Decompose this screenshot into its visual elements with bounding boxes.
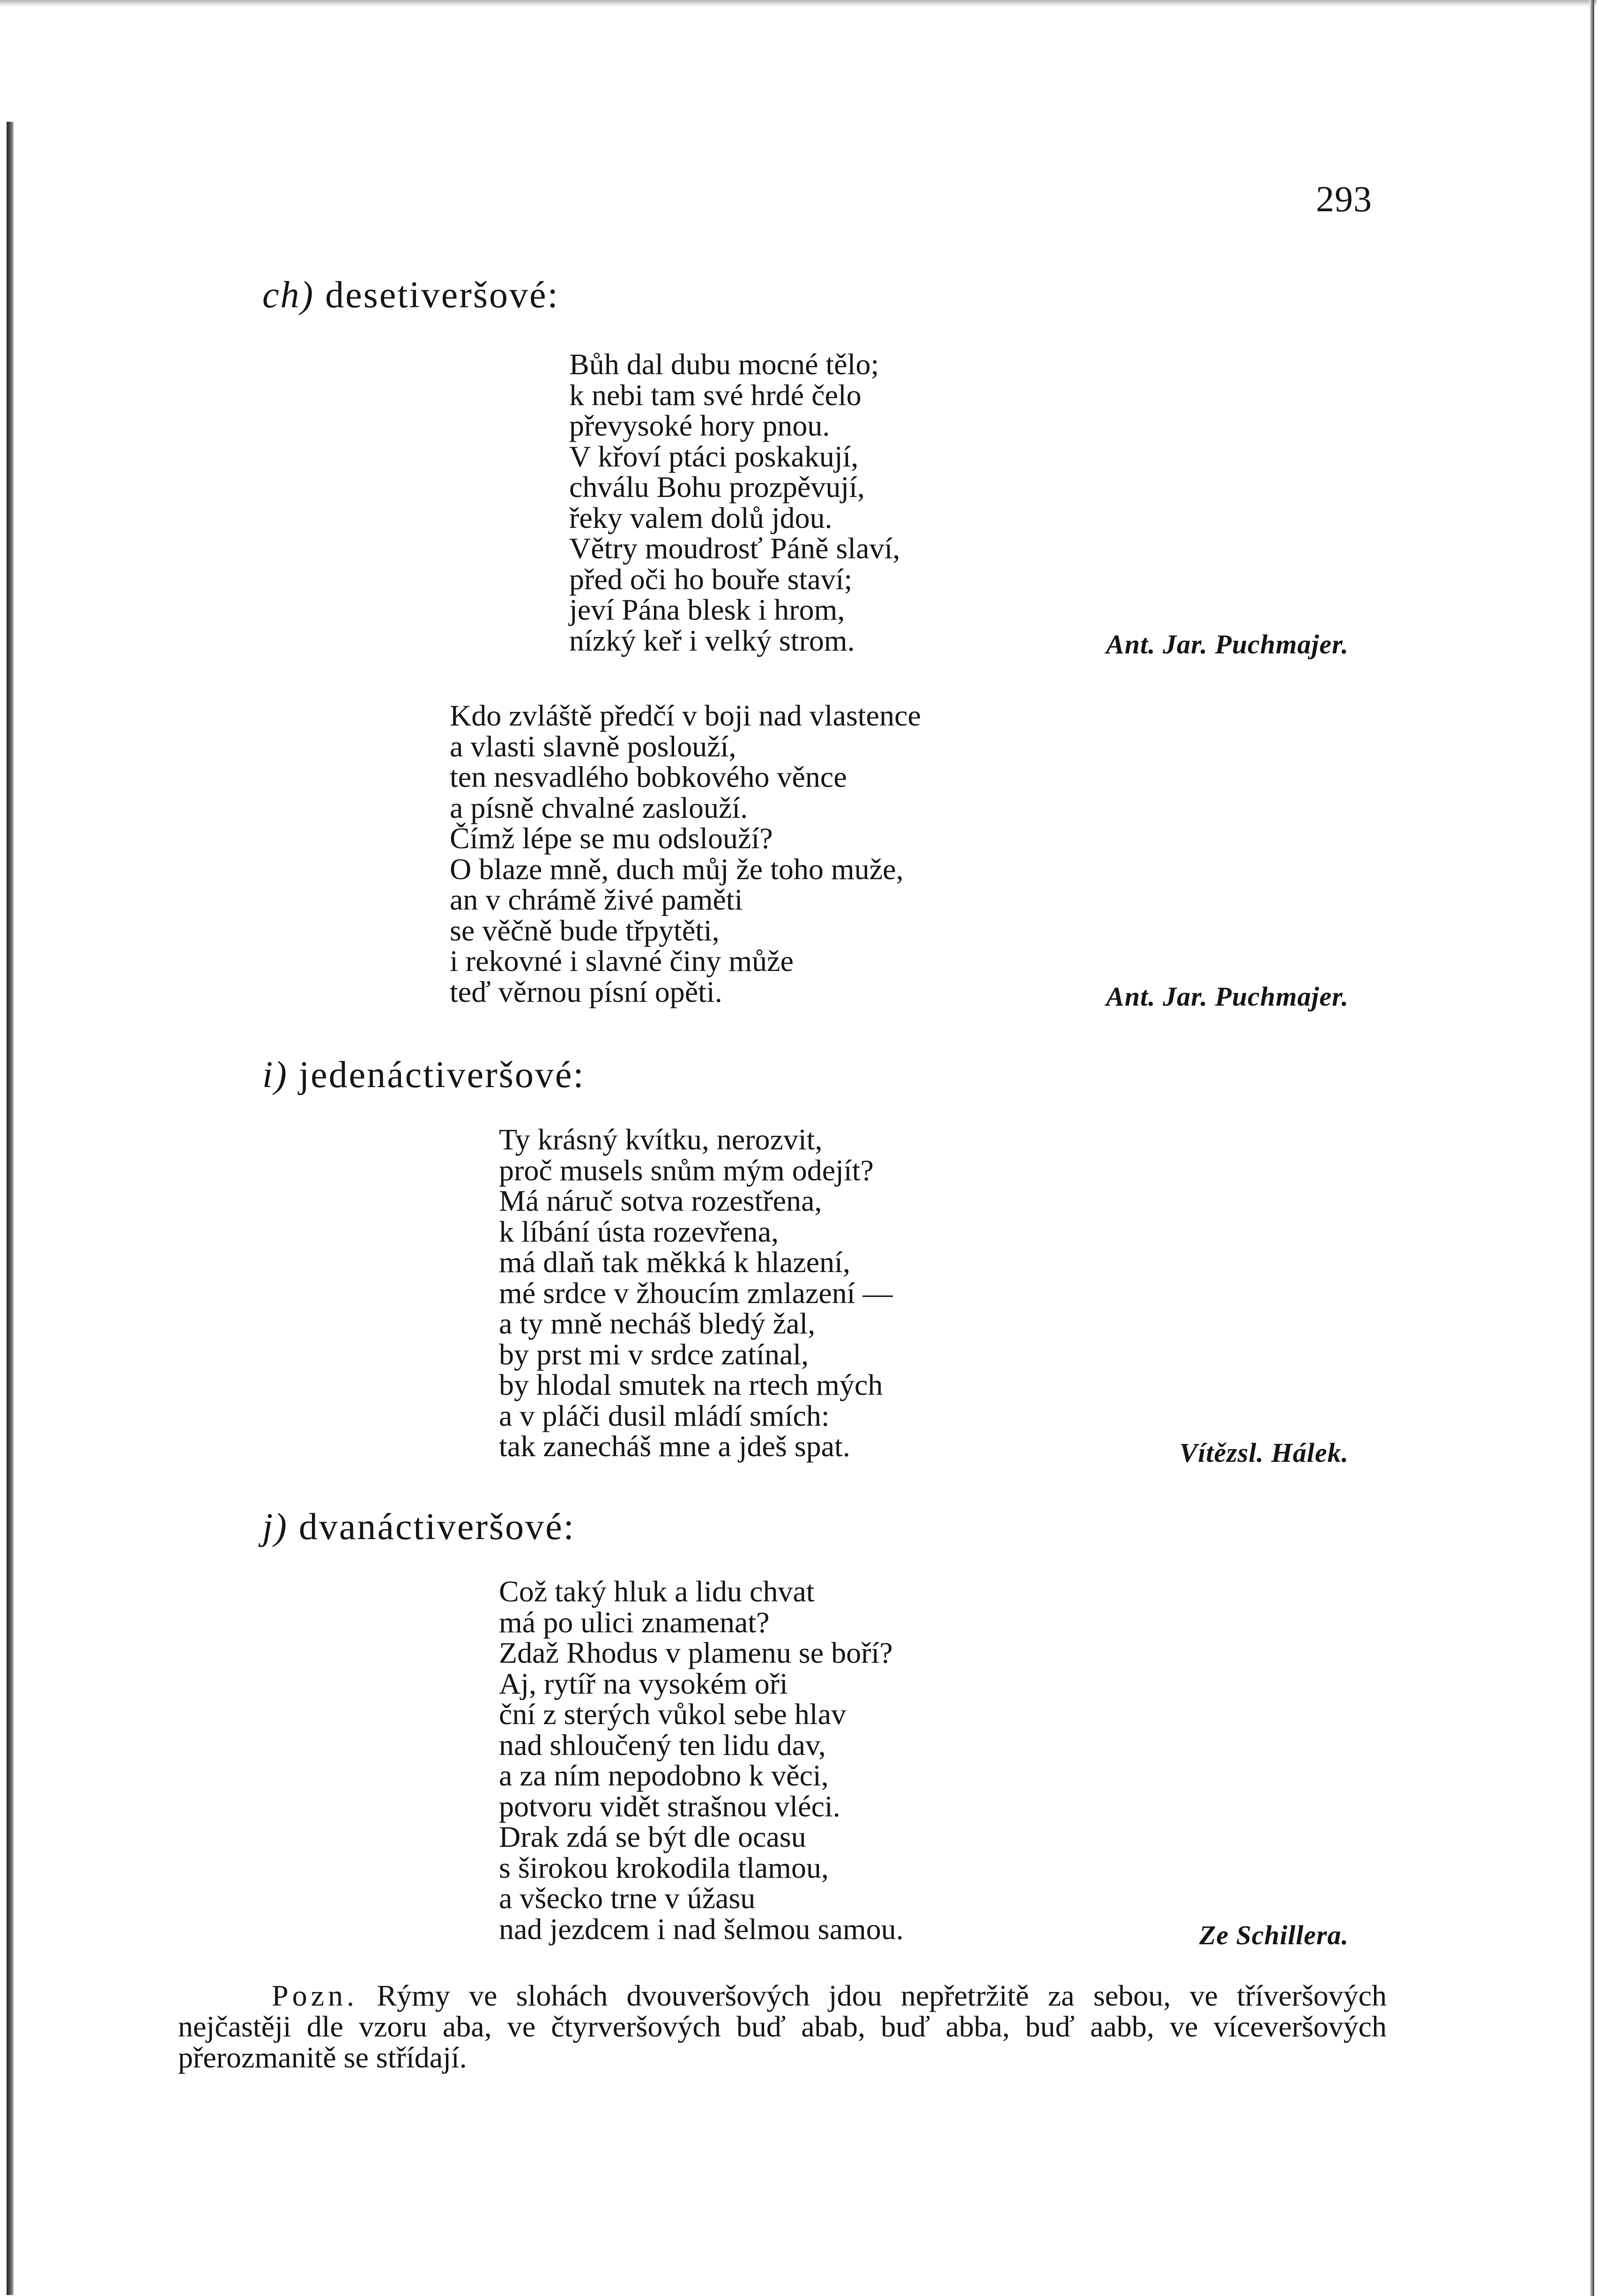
verse-line: převysoké hory pnou. [569, 409, 830, 442]
verse-line: Větry moudrosť Páně slaví, [569, 532, 900, 565]
verse-line: ční z sterých vůkol sebe hlav [499, 1697, 847, 1731]
verse-line: řeky valem dolů jdou. [569, 501, 832, 534]
verse-line: teď věrnou písní opěti. [450, 975, 722, 1008]
verse-line: k nebi tam své hrdé čelo [569, 378, 862, 412]
verse-line: an v chrámě živé paměti [450, 883, 743, 916]
verse-line: chválu Bohu prozpěvují, [569, 470, 865, 504]
verse-line: má dlaň tak měkká k hlazení, [499, 1245, 850, 1279]
poem-j-1 [499, 1576, 904, 1944]
verse-line: a ty mně necháš bledý žal, [499, 1307, 816, 1340]
section-heading-j [262, 1506, 575, 1548]
verse-line: tak zanecháš mne a jdeš spat. [499, 1429, 850, 1463]
verse-line: k líbání ústa rozevřena, [499, 1215, 779, 1248]
verse-line: mé srdce v žhoucím zmlazení — [499, 1276, 893, 1310]
verse-line: i rekovné i slavné činy může [450, 944, 794, 978]
page-top-edge [0, 0, 1597, 7]
verse-line: Což taký hluk a lidu chvat [499, 1575, 815, 1608]
verse-line: V křoví ptáci poskakují, [569, 439, 859, 473]
verse-line: nad jezdcem i nad šelmou samou. [499, 1912, 904, 1946]
poem-ch-2 [450, 700, 921, 1007]
section-title: jedenáctiveršové: [298, 1054, 585, 1096]
verse-line: potvoru vidět strašnou vléci. [499, 1789, 840, 1823]
binding-edge [7, 122, 14, 2295]
verse-line: a písně chvalné zaslouží. [450, 791, 748, 824]
verse-line: Zdaž Rhodus v plamenu se boří? [499, 1636, 893, 1669]
section-letter: i) [262, 1054, 288, 1096]
verse-line: Bůh dal dubu mocné tělo; [569, 348, 879, 381]
poem-author: Ze Schillera. [1199, 1920, 1349, 1950]
verse-line: O blaze mně, duch můj že toho muže, [450, 852, 904, 886]
verse-line: Čímž lépe se mu odslouží? [450, 822, 773, 855]
section-title: desetiveršové: [325, 274, 559, 316]
verse-line: před oči ho bouře staví; [569, 562, 853, 596]
section-title: dvanáctiveršové: [298, 1506, 575, 1548]
verse-line: a vlasti slavně poslouží, [450, 729, 736, 763]
section-heading-i [262, 1054, 585, 1096]
note-label: Pozn. [272, 1979, 358, 2012]
verse-line: by prst mi v srdce zatínal, [499, 1337, 809, 1371]
poem-author: Vítězsl. Hálek. [1179, 1437, 1349, 1468]
verse-line: proč musels snům mým odejít? [499, 1153, 874, 1187]
section-letter: ch) [262, 274, 315, 316]
section-letter: j) [262, 1506, 288, 1548]
verse-line: s širokou krokodila tlamou, [499, 1851, 829, 1884]
verse-line: Aj, rytíř na vysokém oři [499, 1666, 788, 1700]
verse-line: Má náruč sotva rozestřena, [499, 1184, 822, 1217]
verse-line: má po ulici znamenat? [499, 1605, 770, 1639]
verse-line: Drak zdá se být dle ocasu [499, 1820, 806, 1853]
page-number: 293 [1316, 178, 1372, 219]
verse-line: ten nesvadlého bobkového věnce [450, 760, 847, 793]
note-text: Rýmy ve slohách dvouveršových jdou nepřetržitě za sebou, ve tříveršových nejčastěji dle vzoru aba, ve čtyrveršových buď abab, buď abba, buď aabb, ve víceveršových přerozmanitě se střídají. [178, 1979, 1387, 2074]
verse-line: Ty krásný kvítku, nerozvit, [499, 1123, 823, 1156]
verse-line: a za ním nepodobno k věci, [499, 1759, 829, 1792]
poem-ch-1 [569, 349, 900, 656]
poem-author: Ant. Jar. Puchmajer. [1106, 629, 1349, 659]
section-heading-ch [262, 274, 559, 317]
verse-line: by hlodal smutek na rtech mých [499, 1368, 883, 1401]
poem-i-1 [499, 1124, 893, 1462]
verse-line: a v pláči dusil mládí smích: [499, 1399, 830, 1432]
page-right-edge [1590, 0, 1594, 2296]
verse-line: nad shloučený ten lidu dav, [499, 1728, 826, 1762]
verse-line: nízký keř i velký strom. [569, 623, 855, 657]
verse-line: se věčně bude třpytěti, [450, 913, 720, 947]
footnote-paragraph [178, 1980, 1387, 2073]
verse-line: jeví Pána blesk i hrom, [569, 593, 845, 626]
poem-author: Ant. Jar. Puchmajer. [1106, 981, 1349, 1012]
verse-line: a všecko trne v úžasu [499, 1881, 756, 1915]
verse-line: Kdo zvláště předčí v boji nad vlastence [450, 699, 921, 732]
